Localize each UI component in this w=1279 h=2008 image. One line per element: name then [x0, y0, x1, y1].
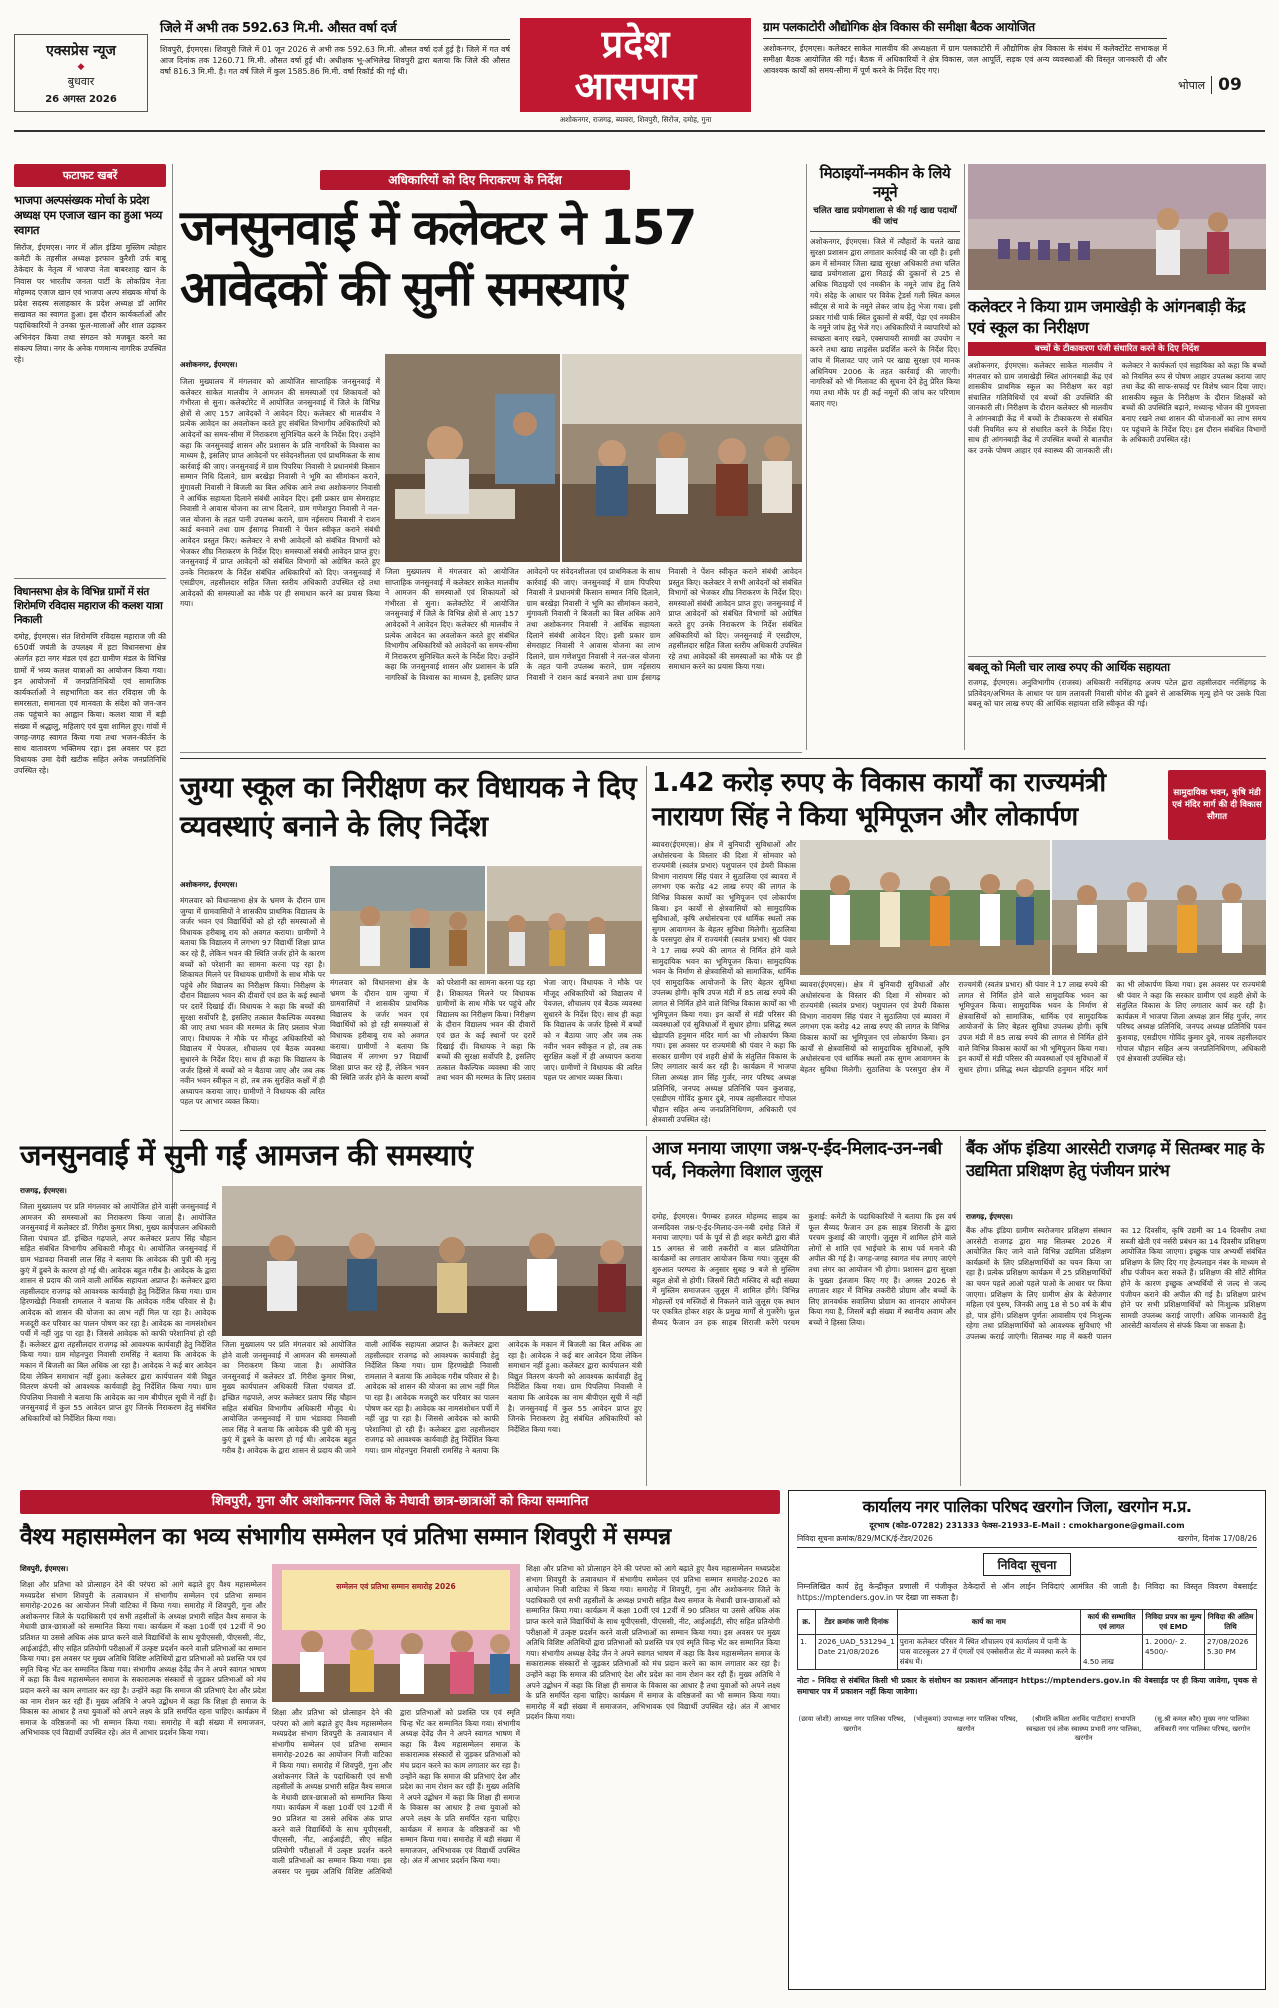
jansunwai2-body-text-1: जिला मुख्यालय पर प्रति मंगलवार को आयोजित होने वाली जनसुनवाई में आमजन की समस्याओं का निराकरण किया जाता है। आयोजित जनसुनवाई में कलेक्टर डॉ. गिरीश कुमार मिश्रा, मुख्य कार्यपालन अधिकारी जिला पंचायत डॉ. इच्छित गढ़पाले, अपर कलेक्टर प्रताप सिंह चौहान सहित संबंधित विभागीय अधिकारी मौजूद थे। आयोजित जनसुनवाई में ग्राम भंडावदा निवासी लाल सिंह ने बताया कि आवेदक की पुत्री की मृत्यु कुएं में डूबने के कारण हो गई थी। आवेदक बहुत गरीब है। आवेदक के द्वारा शासन से प्रदाय की जाने वाली आर्थिक सहायता अप्राप्त है। कलेक्टर द्वारा तहसीलदार राजगढ़ को आवश्यक कार्यवाही हेतु निर्देशित किया गया। ग्राम हिरणखेड़ी निवासी रामलाल ने बताया कि आवेदक गरीब परिवार से है। आवेदक को शासन की योजना का लाभ नहीं मिल पा रहा है। आवेदक मजदूरी कर परिवार का पालन पोषण कर रहा है। आवेदक का नामसंशोधन पर्ची में नहीं जुड़ पा रहा है। जिससे आवेदक को काफी परेशानियां हो रही हैं। कलेक्टर द्वारा तहसीलदार राजगढ़ को आवश्यक कार्यवाही हेतु निर्देशित किया गया। ग्राम मोहनपुरा निवासी रामसिंह ने बताया कि आवेदक के मकान में बिजली का बिल अधिक आ रहा है। आवेदक ने कई बार आवेदन दिया लेकिन समाधान नहीं हुआ। कलेक्टर द्वारा कार्यपालन यंत्री विद्युत वितरण कंपनी को आवश्यक कार्यवाही हेतु निर्देशित किया गया। ग्राम पिपलिया निवासी ने बताया कि आवेदक का नाम बीपीएल सूची में नहीं है। जनसुनवाई में कुल 55 आवेदन प्राप्त हुए जिनके निराकरण हेतु संबंधित अधिकारियों को निर्देशित किया गया।: [20, 1202, 216, 1423]
vaishya-body-text-3: शिक्षा और प्रतिभा को प्रोत्साहन देने की परंपरा को आगे बढ़ाते हुए वैश्य महासम्मेलन मध्यप्रदेश संभाग शिवपुरी के तत्वावधान में संभागीय सम्मेलन एवं प्रतिभा सम्मान समारोह-2026 का आयोजन निजी वाटिका में किया गया। समारोह में शिवपुरी, गुना और अशोकनगर जिले के पदाधिकारी एवं सभी तहसीलों के अध्यक्ष प्रभारी सहित वैश्य समाज के मेधावी छात्र-छात्राओं को सम्मानित किया गया। कार्यक्रम में कक्षा 10वीं एवं 12वीं में 90 प्रतिशत या उससे अधिक अंक प्राप्त करने वाले विद्यार्थियों के साथ यूपीएससी, पीएससी, नीट, आईआईटी, सीए सहित प्रतियोगी परीक्षाओं में उत्कृष्ट प्रदर्शन करने वाली प्रतिभाओं का सम्मान किया गया। इस अवसर पर मुख्य अतिथि विशिष्ट अतिथियों द्वारा प्रतिभाओं को प्रशस्ति पत्र एवं स्मृति चिन्ह भेंट कर सम्मानित किया गया। संभागीय अध्यक्ष देवेंद्र जैन ने अपने स्वागत भाषण में कहा कि वैश्य महासम्मेलन समाज के सकारात्मक संस्कारों से जुड़कर प्रतिभाओं को मंच प्रदान करने का काम लगातार कर रहा है। उन्होंने कहा कि समाज की प्रतिभाएं देश और प्रदेश का नाम रोशन कर रही हैं। मुख्य अतिथि ने अपने उद्बोधन में कहा कि शिक्षा ही समाज के विकास का आधार है तथा युवाओं को अपने लक्ष्य के प्रति समर्पित रहना चाहिए। कार्यक्रम में समाज के वरिष्ठजनों का भी सम्मान किया गया। समारोह में बड़ी संख्या में समाजजन, अभिभावक एवं विद्यार्थी उपस्थित रहे। अंत में आभार प्रदर्शन किया गया।: [526, 1564, 780, 1722]
fatafat-story2-body: दमोह, ईएमएस। संत शिरोमणि रविदास महाराज जी की 650वीं जयंती के उपलक्ष्य में हटा विधानसभा क्षेत्र अंतर्गत हटा नगर मंडल एवं हटा ग्रामीण मंडल के विभिन्न ग्रामों में भव्य कलश यात्राओं का आयोजन किया गया। इन आयोजनों में जनप्रतिनिधियों एवं सामाजिक कार्यकर्ताओं ने सहभागिता कर संत रविदास जी के समरसता, समानता एवं मानवता के संदेश को जन-जन तक पहुंचाने का आह्वान किया। कलश यात्रा में बड़ी संख्या में श्रद्धालु, महिलाएं एवं युवा शामिल हुए। गांवों में जगह-जगह स्वागत किया गया तथा भजन-कीर्तन के साथ वातावरण भक्तिमय रहा। इस अवसर पर हटा विधायक उमा देवी खटीक सहित अनेक जनप्रतिनिधि उपस्थित रहे।: [14, 632, 166, 776]
lead-body-continued: जिला मुख्यालय में मंगलवार को आयोजित साप्ताहिक जनसुनवाई में कलेक्टर साकेत मालवीय ने आमजन की समस्याओं एवं शिकायतों को गंभीरता से सुना। कलेक्टोरेट में आयोजित जनसुनवाई में जिले के विभिन्न क्षेत्रों से आए 157 आवेदकों ने आवेदन दिए। कलेक्टर श्री मालवीय ने प्रत्येक आवेदन का अवलोकन करते हुए संबंधित विभागीय अधिकारियों को आवेदनों का समय-सीमा में निराकरण सुनिश्चित करने के निर्देश दिए। उन्होंने कहा कि जनसुनवाई शासन और प्रशासन के प्रति नागरिकों के विश्वास का माध्यम है, इसलिए प्राप्त आवेदनों पर संवेदनशीलता एवं प्राथमिकता के साथ कार्रवाई की जाए। जनसुनवाई में ग्राम पिपरिया निवासी ने प्रधानमंत्री किसान सम्मान निधि दिलाने, ग्राम बरखेड़ा निवासी ने भूमि का सीमांकन कराने, मुंगावली निवासी ने बिजली का बिल अधिक आने तथा अशोकनगर निवासी ने आर्थिक सहायता दिलाने संबंधी आवेदन दिए। इसी प्रकार ग्राम सेमराहाट निवासी ने आवास योजना का लाभ दिलाने, ग्राम गणेशपुरा निवासी ने नल-जल योजना के तहत पानी उपलब्ध कराने, ग्राम नईसराय निवासी ने राशन कार्ड बनवाने तथा ग्राम ईसागढ़ निवासी ने पेंशन स्वीकृत कराने संबंधी आवेदन प्रस्तुत किए। कलेक्टर ने सभी आवेदनों को संबंधित विभागों को भेजकर शीघ्र निराकरण के निर्देश दिए। समस्याओं संबंधी आवेदन प्राप्त हुए। जनसुनवाई में प्राप्त आवेदनों को संबंधित विभागों को अग्रेषित करते हुए उनके निराकरण के निर्देश संबंधित अधिकारियों को दिए। जनसुनवाई में एसडीएम, तहसीलदार सहित जिला स्तरीय अधिकारी उपस्थित रहे तथा आवेदकों की समस्याओं का मौके पर ही समाधान करने का प्रयास किया गया।: [385, 567, 802, 682]
sweets-headline: मिठाइयों-नमकीन के लिये नमूने: [819, 164, 951, 201]
fatafat-divider: [14, 578, 166, 579]
school-headline: जुग्या स्कूल का निरीक्षण कर विधायक ने दिए व्यवस्थाएं बनाने के लिए निर्देश: [180, 770, 637, 843]
anganwadi-photo: [968, 164, 1266, 290]
tender-table: [797, 1609, 1257, 1670]
col-rule-mid: [806, 164, 807, 750]
fatafat-label: [14, 164, 166, 187]
tender-sign-2: (भोलूकमां) उपाध्यक्ष नगर पालिका परिषद, खरगोन: [913, 1715, 1018, 1733]
sweets-sub: चलित खाद्य प्रयोगशाला से की गई खाद्य पदार्थों की जांच: [810, 206, 960, 232]
row1-rule: [180, 758, 1266, 759]
minister-body-right: [800, 980, 1266, 1126]
col-rule-julus: [646, 1136, 647, 1486]
table-row: [798, 1635, 1257, 1670]
jansunwai2-headline: जनसुनवाई में सुनी गईं आमजन की समस्याएं: [20, 1138, 473, 1172]
tender-contact: दूरभाष (कोड-07282) 231333 फेक्स-21933-E-Mail : cmokhargone@gmail.com: [869, 1521, 1185, 1530]
tender-ad: [788, 1490, 1266, 1990]
folio-divider: [1211, 76, 1212, 94]
lead-headline: जनसुनवाई में कलेक्टर ने 157 आवेदकों की सुनीं समस्याएं: [180, 200, 696, 317]
industry-headline: ग्राम पलकाटोरी औद्योगिक क्षेत्र विकास की समीक्षा बैठक आयोजित: [763, 18, 1167, 39]
col-rule-bank: [960, 1136, 961, 1486]
industry-body: अशोकनगर, ईएमएस। कलेक्टर साकेत मालवीय की अध्यक्षता में ग्राम पलकाटोरी में औद्योगिक क्षेत्र विकास के संबंध में कलेक्टोरेट सभाकक्ष में समीक्षा बैठक आयोजित की गई। बैठक में अधिकारियों ने क्षेत्र विकास, जल आपूर्ति, सड़क एवं अन्य व्यवस्थाओं की विस्तृत जानकारी दी और आवश्यक कार्यों को समय-सीमा में पूर्ण करने के निर्देश दिए गए।: [763, 44, 1167, 75]
lead-photo-2-svg: [562, 354, 802, 562]
paper-name: एक्सप्रेस न्यूज: [46, 43, 116, 59]
vaishya-headline: वैश्य महासम्मेलन का भव्य संभागीय सम्मेलन एवं प्रतिभा सम्मान शिवपुरी में सम्पन्न: [20, 1524, 671, 1550]
anganwadi-story: [968, 296, 1266, 656]
lead-photo-2: [562, 354, 802, 562]
vaishya-band-text: शिवपुरी, गुना और अशोकनगर जिले के मेधावी छात्र-छात्राओं को किया सम्मानित: [211, 1494, 589, 1509]
aid-headline: बबलू को मिली चार लाख रुपए की आर्थिक सहायता: [968, 660, 1170, 674]
vaishya-photo: [272, 1564, 520, 1702]
minister-photo-1-svg: [800, 840, 1050, 975]
tender-th: कार्य की सम्भावित एवं लागत: [1081, 1610, 1143, 1635]
city-label: भोपाल: [1178, 78, 1206, 92]
julus-body: दमोह, ईएमएस। पैगम्बर हजरत मोहम्मद साहब का जन्मदिवस जश्न-ए-ईद-मिलाद-उन-नबी दमोह जिले में मनाया जाएगा। पर्व के पूर्व से ही शहर कमेटी द्वारा बीते 15 अगस्त से जारी तकरीरों व बाल प्रतियोगिता कार्यक्रमों का लगातार आयोजन किया गया। जुलूस की शुरुआत परम्परा के अनुसार सुबह 9 बजे से मुस्लिम बहुल क्षेत्रों से होगी। जिसमें सिटी मस्जिद से बड़ी संख्या में मुस्लिम समाजजन जुलूस में शामिल होंगे। विभिन्न मोहल्लों एवं मस्जिदों से निकलने वाले जुलूस एक स्थान पर एकत्रित होकर शहर के प्रमुख मार्गों से गुजरेंगे। फूल सैय्यद फैजान उन हक साहब शिराजी करेंगे परचम कुशाई: कमेटी के पदाधिकारियों ने बताया कि इस वर्ष फूल सैय्यद फैजान उन हक साहब शिराजी के द्वारा परचम कुशाई की जाएगी। जुलूस में शामिल होने वाले लोगों से शांति एवं भाईचारे के साथ पर्व मनाने की अपील की गई है। जगह-जगह स्वागत मंच लगाए जाएंगे तथा लंगर का आयोजन भी होगा। प्रशासन द्वारा सुरक्षा के पुख्ता इंतजाम किए गए हैं। अगस्त 2026 से लगातार शहर में विभिन्न तकरीरी प्रोग्राम और बच्चों के लिए ज्ञानवर्धक सवालिया प्रोग्राम का शानदार आयोजन किया गया है, जिसमें बड़ी संख्या में स्थानीय अवाम और बच्चों ने हिस्सा लिया।: [652, 1212, 956, 1327]
tender-office: कार्यालय नगर पालिका परिषद खरगोन जिला, खरगोन म.प्र.: [862, 1497, 1192, 1516]
minister-body-text-1: ब्यावरा(ईएमएस)। क्षेत्र में बुनियादी सुविधाओं और अधोसंरचना के विस्तार की दिशा में सोमवार को राज्यमंत्री (स्वतंत्र प्रभार) पशुपालन एवं डेयरी विकास विभाग नारायण सिंह पंवार ने सुठालिया एवं ब्यावरा में लगभग एक करोड़ 42 लाख रुपए की लागत के विभिन्न विकास कार्यों का भूमिपूजन एवं लोकार्पण किया। इन कार्यों से क्षेत्रवासियों को सामुदायिक सुविधाओं, कृषि अधोसंरचना एवं धार्मिक स्थलों तक सुगम आवागमन के बेहतर सुविधा मिलेगी। सुठालिया के परसपुरा क्षेत्र में राज्यमंत्री (स्वतंत्र प्रभार) श्री पंवार ने 17 लाख रुपये की लागत से निर्मित होने वाले सामुदायिक भवन का भूमिपूजन किया। सामुदायिक भवन के निर्माण से क्षेत्रवासियों को सामाजिक, धार्मिक एवं सामुदायिक आयोजनों के लिए बेहतर सुविधा उपलब्ध होगी। कृषि उपज मंडी में 85 लाख रुपये की लागत से निर्मित होने वाले विभिन्न विकास कार्यों का भी भूमिपूजन किया गया। इन कार्यों से मंडी परिसर की व्यवस्थाओं एवं सुविधाओं में सुधार होगा। प्रसिद्ध स्थल खेड़ापति हनुमान मंदिर मार्ग का भी लोकार्पण किया गया। इस अवसर पर राज्यमंत्री श्री पंवार ने कहा कि सरकार ग्रामीण एवं शहरी क्षेत्रों के संतुलित विकास के लिए लगातार कार्य कर रही है। कार्यक्रम में भाजपा जिला अध्यक्ष ज्ञान सिंह गुर्जर, नगर परिषद अध्यक्ष प्रतिनिधि, जनपद अध्यक्ष प्रतिनिधि पवन कुशवाह, एसडीएम गोविंद कुमार दुबे, नायब तहसीलदार गोपाल चौहान सहित अन्य जनप्रतिनिधिगण, अधिकारी एवं क्षेत्रवासी उपस्थित रहे।: [652, 840, 796, 1125]
page-folio: [1178, 74, 1270, 96]
jansunwai2-photo: [222, 1186, 642, 1336]
vaishya-band: [20, 1490, 780, 1514]
tender-td: पुराना कलेक्टर परिसर में स्थित शौचालय एवं कार्यालय में पानी के पास वाटरकूलर 27 में एंगलों एवं एक्सेसरीज सेट में व्यवस्था करने के संबंध में।: [897, 1635, 1080, 1670]
minister-headline: 1.42 करोड़ रुपए के विकास कार्यों का राज्यमंत्री नारायण सिंह ने किया भूमिपूजन और लोकार्पण: [652, 768, 1106, 832]
tender-th: कार्य का नाम: [897, 1610, 1080, 1635]
districts-line: अशोकनगर, राजगढ़, ब्यावरा, शिवपुरी, सिरोंज, दमोह, गुना: [559, 115, 712, 124]
jansunwai2-byline: राजगढ़, ईएमएस।: [20, 1186, 67, 1195]
minister-photo-2-svg: [1052, 840, 1266, 975]
fatafat-story2-headline: विधानसभा क्षेत्र के विभिन्न ग्रामों में संत शिरोमणि रविदास महाराज की कलश यात्रा निकाली: [14, 586, 163, 626]
sweets-story: [810, 164, 960, 754]
masthead-rule: [14, 130, 1265, 132]
vaishya-body-mid: [272, 1708, 520, 1990]
jansunwai2-photo-svg: [222, 1186, 642, 1336]
school-body-cont: [330, 978, 642, 1126]
lead-body-left: जिला मुख्यालय में मंगलवार को आयोजित साप्ताहिक जनसुनवाई में कलेक्टर साकेत मालवीय ने आमजन की समस्याओं एवं शिकायतों को गंभीरता से सुना। कलेक्टोरेट में आयोजित जनसुनवाई में जिले के विभिन्न क्षेत्रों से आए 157 आवेदकों ने आवेदन दिए। कलेक्टर श्री मालवीय ने प्रत्येक आवेदन का अवलोकन करते हुए संबंधित विभागीय अधिकारियों को आवेदनों का समय-सीमा में निराकरण सुनिश्चित करने के निर्देश दिए। उन्होंने कहा कि जनसुनवाई शासन और प्रशासन के प्रति नागरिकों के विश्वास का माध्यम है, इसलिए प्राप्त आवेदनों पर संवेदनशीलता एवं प्राथमिकता के साथ कार्रवाई की जाए। जनसुनवाई में ग्राम पिपरिया निवासी ने प्रधानमंत्री किसान सम्मान निधि दिलाने, ग्राम बरखेड़ा निवासी ने भूमि का सीमांकन कराने, मुंगावली निवासी ने बिजली का बिल अधिक आने तथा अशोकनगर निवासी ने आर्थिक सहायता दिलाने संबंधी आवेदन दिए। इसी प्रकार ग्राम सेमराहाट निवासी ने आवास योजना का लाभ दिलाने, ग्राम गणेशपुरा निवासी ने नल-जल योजना के तहत पानी उपलब्ध कराने, ग्राम नईसराय निवासी ने राशन कार्ड बनवाने तथा ग्राम ईसागढ़ निवासी ने पेंशन स्वीकृत कराने संबंधी आवेदन प्रस्तुत किए। कलेक्टर ने सभी आवेदनों को संबंधित विभागों को भेजकर शीघ्र निराकरण के निर्देश दिए। समस्याओं संबंधी आवेदन प्राप्त हुए। जनसुनवाई में प्राप्त आवेदनों को संबंधित विभागों को अग्रेषित करते हुए उनके निराकरण के निर्देश संबंधित अधिकारियों को दिए। जनसुनवाई में एसडीएम, तहसीलदार सहित जिला स्तरीय अधिकारी उपस्थित रहे तथा आवेदकों की समस्याओं का मौके पर ही समाधान करने का प्रयास किया गया।: [180, 377, 380, 609]
industry-story: [763, 18, 1167, 123]
tender-th: टेंडर क्रमांक जारी दिनांक: [816, 1610, 898, 1635]
tender-sign-4: (सु.श्री कमल कौर) मुख्य नगर पालिका अधिकारी नगर पालिका परिषद, खरगोन: [1153, 1715, 1251, 1733]
tender-table-header: [798, 1610, 1257, 1635]
minister-body-text-2: ब्यावरा(ईएमएस)। क्षेत्र में बुनियादी सुविधाओं और अधोसंरचना के विस्तार की दिशा में सोमवार को राज्यमंत्री (स्वतंत्र प्रभार) पशुपालन एवं डेयरी विकास विभाग नारायण सिंह पंवार ने सुठालिया एवं ब्यावरा में लगभग एक करोड़ 42 लाख रुपए की लागत के विभिन्न विकास कार्यों का भूमिपूजन एवं लोकार्पण किया। इन कार्यों से क्षेत्रवासियों को सामुदायिक सुविधाओं, कृषि अधोसंरचना एवं धार्मिक स्थलों तक सुगम आवागमन के बेहतर सुविधा मिलेगी। सुठालिया के परसपुरा क्षेत्र में राज्यमंत्री (स्वतंत्र प्रभार) श्री पंवार ने 17 लाख रुपये की लागत से निर्मित होने वाले सामुदायिक भवन का भूमिपूजन किया। सामुदायिक भवन के निर्माण से क्षेत्रवासियों को सामाजिक, धार्मिक एवं सामुदायिक आयोजनों के लिए बेहतर सुविधा उपलब्ध होगी। कृषि उपज मंडी में 85 लाख रुपये की लागत से निर्मित होने वाले विभिन्न विकास कार्यों का भी भूमिपूजन किया गया। इन कार्यों से मंडी परिसर की व्यवस्थाओं एवं सुविधाओं में सुधार होगा। प्रसिद्ध स्थल खेड़ापति हनुमान मंदिर मार्ग का भी लोकार्पण किया गया। इस अवसर पर राज्यमंत्री श्री पंवार ने कहा कि सरकार ग्रामीण एवं शहरी क्षेत्रों के संतुलित विकास के लिए लगातार कार्य कर रही है। कार्यक्रम में भाजपा जिला अध्यक्ष ज्ञान सिंह गुर्जर, नगर परिषद अध्यक्ष प्रतिनिधि, जनपद अध्यक्ष प्रतिनिधि पवन कुशवाह, एसडीएम गोविंद कुमार दुबे, नायब तहसीलदार गोपाल चौहान सहित अन्य जनप्रतिनिधिगण, अधिकारी एवं क्षेत्रवासी उपस्थित रहे।: [800, 980, 1266, 1074]
minister-side-text: सामुदायिक भवन, कृषि मंडी एवं मंदिर मार्ग की दी विकास सौगात: [1172, 788, 1262, 822]
col-rule-sweets: [964, 164, 965, 750]
school-photo-1: [330, 866, 485, 974]
lead-kicker: [320, 170, 630, 192]
col-rule-left: [172, 164, 173, 1234]
page-number: 09: [1218, 75, 1242, 95]
anganwadi-photo-svg: [968, 164, 1266, 290]
vaishya-body-text-2: शिक्षा और प्रतिभा को प्रोत्साहन देने की परंपरा को आगे बढ़ाते हुए वैश्य महासम्मेलन मध्यप्रदेश संभाग शिवपुरी के तत्वावधान में संभागीय सम्मेलन एवं प्रतिभा सम्मान समारोह-2026 का आयोजन निजी वाटिका में किया गया। समारोह में शिवपुरी, गुना और अशोकनगर जिले के पदाधिकारी एवं सभी तहसीलों के अध्यक्ष प्रभारी सहित वैश्य समाज के मेधावी छात्र-छात्राओं को सम्मानित किया गया। कार्यक्रम में कक्षा 10वीं एवं 12वीं में 90 प्रतिशत या उससे अधिक अंक प्राप्त करने वाले विद्यार्थियों के साथ यूपीएससी, पीएससी, नीट, आईआईटी, सीए सहित प्रतियोगी परीक्षाओं में उत्कृष्ट प्रदर्शन करने वाली प्रतिभाओं का सम्मान किया गया। इस अवसर पर मुख्य अतिथि विशिष्ट अतिथियों द्वारा प्रतिभाओं को प्रशस्ति पत्र एवं स्मृति चिन्ह भेंट कर सम्मानित किया गया। संभागीय अध्यक्ष देवेंद्र जैन ने अपने स्वागत भाषण में कहा कि वैश्य महासम्मेलन समाज के सकारात्मक संस्कारों से जुड़कर प्रतिभाओं को मंच प्रदान करने का काम लगातार कर रहा है। उन्होंने कहा कि समाज की प्रतिभाएं देश और प्रदेश का नाम रोशन कर रही हैं। मुख्य अतिथि ने अपने उद्बोधन में कहा कि शिक्षा ही समाज के विकास का आधार है तथा युवाओं को अपने लक्ष्य के प्रति समर्पित रहना चाहिए। कार्यक्रम में समाज के वरिष्ठजनों का भी सम्मान किया गया। समारोह में बड़ी संख्या में समाजजन, अभिभावक एवं विद्यार्थी उपस्थित रहे। अंत में आभार प्रदर्शन किया गया।: [272, 1708, 520, 1876]
lead-photo-1-svg: [385, 354, 560, 562]
bank-headline: बैंक ऑफ इंडिया आरसेटी राजगढ़ में सितम्बर माह के उद्यमिता प्रशिक्षण हेतु पंजीयन प्रारंभ: [966, 1139, 1264, 1180]
issue-date: 26 अगस्त 2026: [45, 94, 117, 105]
fatafat-label-text: फटाफट खबरें: [62, 169, 118, 182]
vaishya-body-right: [526, 1564, 780, 1990]
tender-sign-1: (छाया जोशी) आध्यक्ष नगर पालिका परिषद, खरगोन: [798, 1715, 906, 1733]
anganwadi-rule: [968, 656, 1266, 657]
ornament-icon: ◆: [77, 62, 85, 72]
minister-body-left: [652, 840, 796, 1126]
lead-photo-1: [385, 354, 560, 562]
tender-th: निविदा प्रपत्र का मूल्य एवं EMD: [1143, 1610, 1205, 1635]
tender-ref-date: खरगोन, दिनांक 17/08/26: [1177, 1534, 1257, 1543]
school-photo-2-svg: [487, 866, 642, 974]
tender-note: नोटः - निविदा से संबंधित किसी भी प्रकार के संशोधन का प्रकाशन ऑनलाइन https://mptenders.gov.in की वेबसाईड पर ही किया जावेगा, पृथक से समाचार पत्र में प्रकाशन नहीं किया जावेगा।: [797, 1676, 1257, 1696]
tender-td: 1.: [798, 1635, 816, 1670]
fatafat-story1-body: सिरोंज, ईएमएस। नगर में ऑल इंडिया मुस्लिम त्योहार कमेटी के तहसील अध्यक्ष इरफान कुरैशी उर्फ बाबू ठेकेदार के नेतृत्व में भाजपा नेता बाबरशाह खान के निवास पर भारतीय जनता पार्टी के लोकप्रिय नेता मोहम्मद एजाज खान एवं भाजपा अल्प संख्यक मोर्चा के प्रदेश सदस्य सलाहकार के प्रदेश अध्यक्ष डॉ आमिर सखावत का स्वागत हुआ। इस दौरान कार्यकर्ताओं और पदाधिकारियों ने उनका फूल-मालाओं और शाल उढ़ाकर अभिनंदन किया तथा संगठन को मजबूत करने का संकल्प लिया। नगर के अनेक गणमान्य नागरिक उपस्थित रहे।: [14, 243, 166, 365]
jansunwai2-body-right: [222, 1340, 642, 1480]
lead-byline: अशोकनगर, ईएमएस।: [180, 360, 238, 369]
rain-story: [160, 18, 510, 123]
school-body-text-1: मंगलवार को विधानसभा क्षेत्र के भ्रमण के दौरान ग्राम जुग्या में ग्रामवासियों ने शासकीय प्राथमिक विद्यालय के जर्जर भवन एवं विद्यार्थियों को हो रही समस्याओं से विधायक हरीबाबू राय को अवगत कराया। ग्रामीणों ने बताया कि विद्यालय में लगभग 97 विद्यार्थी शिक्षा प्राप्त कर रहे हैं, लेकिन भवन की स्थिति जर्जर होने के कारण बच्चों को परेशानी का सामना करना पड़ रहा है। शिकायत मिलने पर विधायक ग्रामीणों के साथ मौके पर पहुंचे और विद्यालय का निरीक्षण किया। निरीक्षण के दौरान विद्यालय भवन की दीवारों एवं छत के कई स्थानों पर दरारें दिखाई दीं। विधायक ने कहा कि बच्चों की सुरक्षा सर्वोपरि है, इसलिए तत्काल वैकल्पिक व्यवस्था की जाए तथा भवन की मरम्मत के लिए प्रस्ताव भेजा जाए। विधायक ने मौके पर मौजूद अधिकारियों को विद्यालय में पेयजल, शौचालय एवं बैठक व्यवस्था सुधारने के निर्देश दिए। साथ ही कहा कि विद्यालय के जर्जर हिस्से में बच्चों को न बैठाया जाए और जब तक नवीन भवन स्वीकृत न हो, तब तक सुरक्षित कक्षों में ही अध्यापन कराया जाए। ग्रामीणों ने विधायक की त्वरित पहल पर आभार व्यक्त किया।: [180, 896, 325, 1107]
tender-th: क्र.: [798, 1610, 816, 1635]
masthead-paper-box: [14, 34, 148, 112]
lead-body-right: [385, 567, 802, 747]
anganwadi-headline: कलेक्टर ने किया ग्राम जमाखेड़ी के आंगनबाड़ी केंद्र एवं स्कूल का निरीक्षण: [968, 297, 1246, 337]
school-byline: अशोकनगर, ईएमएस।: [180, 880, 238, 889]
tender-td: 2026_UAD_531294_1 Date 21/08/2026: [816, 1635, 898, 1670]
sweets-body: अशोकनगर, ईएमएस। जिले में त्यौहारों के चलते खाद्य सुरक्षा प्रशासन द्वारा लगातार कार्रवाई की जा रही है। इसी क्रम में सोमवार जिला खाद्य सुरक्षा अधिकारी तथा चलित खाद्य प्रयोगशाला द्वारा मिठाई की दुकानों से 25 से अधिक मिठाइयों एवं नमकीन के नमूने जांच हेतु लिये गये। संदेह के आधार पर विवेक ट्रेडर्स गली स्थित कमल स्वीट्स से मावे के नमूने लेकर जांच हेतु भेजा गया। इसी प्रकार गांधी पार्क स्थित दुकानों से बर्फी, पेड़ा एवं नमकीन के नमूने जांच हेतु भेजे गए। अधिकारियों ने व्यापारियों को स्वच्छता बनाए रखने, एक्सपायरी सामग्री का उपयोग न करने तथा खाद्य लाइसेंस प्रदर्शित करने के निर्देश दिए। जांच में मिलावट पाए जाने पर खाद्य सुरक्षा एवं मानक अधिनियम 2006 के तहत कार्रवाई की जाएगी। नागरिकों को भी मिलावट की सूचना देने हेतु प्रेरित किया गया तथा मौके पर ही कई नमूनों की जांच कर परिणाम बताए गए।: [810, 237, 960, 408]
tender-td: 1. 2000/- 2. 4500/-: [1143, 1635, 1205, 1670]
minister-side-band: [1168, 770, 1266, 840]
section-title-2: आसपास: [574, 64, 697, 108]
school-photo-1-svg: [330, 866, 485, 974]
fatafat-story1-headline: भाजपा अल्पसंख्यक मोर्चा के प्रदेश अध्यक्ष एम एजाज खान का हुआ भव्य स्वागत: [14, 193, 162, 237]
tender-sign-3: (श्रीमति कविता अरविंद पाटीदार) सभापति स्वच्छता एवं लोक स्वास्थ्य प्रभारी नगर पालिका, खरगोन: [1026, 1715, 1142, 1742]
weekday: बुधवार: [67, 75, 95, 88]
school-body-text-2: मंगलवार को विधानसभा क्षेत्र के भ्रमण के दौरान ग्राम जुग्या में ग्रामवासियों ने शासकीय प्राथमिक विद्यालय के जर्जर भवन एवं विद्यार्थियों को हो रही समस्याओं से विधायक हरीबाबू राय को अवगत कराया। ग्रामीणों ने बताया कि विद्यालय में लगभग 97 विद्यार्थी शिक्षा प्राप्त कर रहे हैं, लेकिन भवन की स्थिति जर्जर होने के कारण बच्चों को परेशानी का सामना करना पड़ रहा है। शिकायत मिलने पर विधायक ग्रामीणों के साथ मौके पर पहुंचे और विद्यालय का निरीक्षण किया। निरीक्षण के दौरान विद्यालय भवन की दीवारों एवं छत के कई स्थानों पर दरारें दिखाई दीं। विधायक ने कहा कि बच्चों की सुरक्षा सर्वोपरि है, इसलिए तत्काल वैकल्पिक व्यवस्था की जाए तथा भवन की मरम्मत के लिए प्रस्ताव भेजा जाए। विधायक ने मौके पर मौजूद अधिकारियों को विद्यालय में पेयजल, शौचालय एवं बैठक व्यवस्था सुधारने के निर्देश दिए। साथ ही कहा कि विद्यालय के जर्जर हिस्से में बच्चों को न बैठाया जाए और जब तक नवीन भवन स्वीकृत न हो, तब तक सुरक्षित कक्षों में ही अध्यापन कराया जाए। ग्रामीणों ने विधायक की त्वरित पहल पर आभार व्यक्त किया।: [330, 978, 642, 1083]
jansunwai2-body-text-2: जिला मुख्यालय पर प्रति मंगलवार को आयोजित होने वाली जनसुनवाई में आमजन की समस्याओं का निराकरण किया जाता है। आयोजित जनसुनवाई में कलेक्टर डॉ. गिरीश कुमार मिश्रा, मुख्य कार्यपालन अधिकारी जिला पंचायत डॉ. इच्छित गढ़पाले, अपर कलेक्टर प्रताप सिंह चौहान सहित संबंधित विभागीय अधिकारी मौजूद थे। आयोजित जनसुनवाई में ग्राम भंडावदा निवासी लाल सिंह ने बताया कि आवेदक की पुत्री की मृत्यु कुएं में डूबने के कारण हो गई थी। आवेदक बहुत गरीब है। आवेदक के द्वारा शासन से प्रदाय की जाने वाली आर्थिक सहायता अप्राप्त है। कलेक्टर द्वारा तहसीलदार राजगढ़ को आवश्यक कार्यवाही हेतु निर्देशित किया गया। ग्राम हिरणखेड़ी निवासी रामलाल ने बताया कि आवेदक गरीब परिवार से है। आवेदक को शासन की योजना का लाभ नहीं मिल पा रहा है। आवेदक मजदूरी कर परिवार का पालन पोषण कर रहा है। आवेदक का नामसंशोधन पर्ची में नहीं जुड़ पा रहा है। जिससे आवेदक को काफी परेशानियां हो रही हैं। कलेक्टर द्वारा तहसीलदार राजगढ़ को आवश्यक कार्यवाही हेतु निर्देशित किया गया। ग्राम मोहनपुरा निवासी रामसिंह ने बताया कि आवेदक के मकान में बिजली का बिल अधिक आ रहा है। आवेदक ने कई बार आवेदन दिया लेकिन समाधान नहीं हुआ। कलेक्टर द्वारा कार्यपालन यंत्री विद्युत वितरण कंपनी को आवश्यक कार्यवाही हेतु निर्देशित किया गया। ग्राम पिपलिया निवासी ने बताया कि आवेदक का नाम बीपीएल सूची में नहीं है। जनसुनवाई में कुल 55 आवेदन प्राप्त हुए जिनके निराकरण हेतु संबंधित अधिकारियों को निर्देशित किया गया।: [222, 1340, 642, 1455]
tender-th: निविदा की अंतिम तिथि: [1205, 1610, 1257, 1635]
vaishya-byline: शिवपुरी, ईएमएस।: [20, 1564, 69, 1573]
section-flag-box: [520, 18, 751, 112]
tender-signatures: [797, 1715, 1257, 1744]
tender-title-wrap: [797, 1553, 1257, 1576]
bank-body: बैंक ऑफ इंडिया ग्रामीण स्वरोजगार प्रशिक्षण संस्थान आरसेटी राजगढ़ द्वारा माह सितम्बर 2026 में आयोजित किए जाने वाले विभिन्न उद्यमिता प्रशिक्षण कार्यक्रमों के लिए प्रशिक्षणार्थियों का चयन किया जा रहा है। प्रत्येक प्रशिक्षण कार्यक्रम में 25 प्रशिक्षणार्थियों का चयन पहले आओ पहले पाओ के आधार पर किया जाएगा। प्रशिक्षण के लिए ग्रामीण क्षेत्र के बेरोजगार महिला एवं पुरुष, जिनकी आयु 18 से 50 वर्ष के बीच हो, पात्र होंगे। प्रशिक्षण पूर्णतः आवासीय एवं निःशुल्क रहेगा तथा प्रशिक्षणार्थियों को आवश्यक सुविधाएं भी उपलब्ध कराई जाएंगी। सितम्बर माह में बकरी पालन का 12 दिवसीय, कृषि उद्यमी का 14 दिवसीय तथा सब्जी खेती एवं नर्सरी प्रबंधन का 14 दिवसीय प्रशिक्षण आयोजित किया जाएगा। इच्छुक पात्र अभ्यर्थी संबंधित प्रशिक्षण के लिए दिए गए हेल्पलाइन नंबर के माध्यम से शीघ्र पंजीयन करा सकते हैं। प्रशिक्षण की सीटें सीमित होने के कारण इच्छुक अभ्यर्थियों से जल्द से जल्द पंजीयन कराने की अपील की गई है। प्रशिक्षण प्रारंभ होने पर सभी प्रशिक्षणार्थियों को निःशुल्क प्रशिक्षण सामग्री उपलब्ध कराई जाएगी। अधिक जानकारी हेतु आरसेटी कार्यालय से संपर्क किया जा सकता है।: [966, 1226, 1266, 1341]
tender-ref-row: [797, 1534, 1257, 1548]
jansunwai2-body-left: [20, 1202, 216, 1423]
vaishya-photo-banner: सम्मेलन एवं प्रतिभा सम्मान समारोह 2026: [336, 1582, 456, 1591]
tender-intro: निम्नलिखित कार्य हेतु केन्द्रीकृत प्रणाली में पंजीकृत ठेकेदारों से ऑन लाईन निविदाएं आमंत्रित की जाती है। निविदा का विस्तृत विवरण वेबसाईट https://mptenders.gov.in पर देखा जा सकता है।: [797, 1582, 1257, 1602]
lead-kicker-band: अधिकारियों को दिए निराकरण के निर्देश: [320, 170, 630, 190]
anganwadi-sub: बच्चों के टीकाकरण पंजी संधारित करने के दिए निर्देश: [968, 342, 1266, 356]
anganwadi-body: अशोकनगर, ईएमएस। कलेक्टर साकेत मालवीय ने मंगलवार को ग्राम जमाखेड़ी स्थित आंगनबाड़ी केंद्र एवं शासकीय प्राथमिक स्कूल का निरीक्षण कर वहां संचालित गतिविधियों एवं बच्चों की उपस्थिति की जानकारी ली। निरीक्षण के दौरान कलेक्टर श्री मालवीय ने आंगनबाड़ी केंद्र में बच्चों के टीकाकरण से संबंधित पंजी नियमित रूप से संधारित करने के निर्देश दिए। साथ ही आंगनबाड़ी केंद्र में उपस्थित बच्चों से बातचीत कर उनके पोषण आहार एवं स्वास्थ्य की जानकारी ली। कलेक्टर ने कार्यकर्ता एवं सहायिका को कहा कि बच्चों को नियमित रूप से पोषण आहार उपलब्ध कराया जाए तथा केंद्र की साफ-सफाई पर विशेष ध्यान दिया जाए। शासकीय स्कूल के निरीक्षण के दौरान शिक्षकों को बच्चों की उपस्थिति बढ़ाने, मध्यान्ह भोजन की गुणवत्ता बनाए रखने तथा शासन की योजनाओं का लाभ समय पर पहुंचाने के निर्देश दिए। इस दौरान संबंधित विभागों के अधिकारी उपस्थित रहे।: [968, 361, 1266, 455]
lead-bottom-rule: [180, 752, 802, 753]
tender-title: निविदा सूचना: [983, 1553, 1072, 1576]
rain-headline: जिले में अभी तक 592.63 मि.मी. औसत वर्षा दर्ज: [160, 18, 510, 40]
tender-td: 4.50 लाख: [1081, 1635, 1143, 1670]
col-rule-school: [646, 766, 647, 1126]
julus-headline: आज मनाया जाएगा जश्न-ए-ईद-मिलाद-उन-नबी पर्व, निकलेगा विशाल जुलूस: [652, 1139, 942, 1182]
section-title-1: प्रदेश: [601, 22, 670, 66]
tender-td: 27/08/2026 5.30 PM: [1205, 1635, 1257, 1670]
rain-body: शिवपुरी, ईएमएस। शिवपुरी जिले में 01 जून 2026 से अभी तक 592.63 मि.मी. औसत वर्षा दर्ज हुई है। जिले में गत वर्ष आज दिनांक तक 1260.71 मि.मी. औसत वर्षा हुई थी। अधीक्षक भू-अभिलेख शिवपुरी द्वारा बताया कि जिले की औसत वर्षा 816.3 मि.मी. है। गत वर्ष जिले में कुल 1585.86 मि.मी. वर्षा रिकॉर्ड की गई थी।: [160, 45, 510, 76]
aid-body: राजगढ़, ईएमएस। अनुविभागीय (राजस्व) अधिकारी नरसिंहगढ़ अजय पटेल द्वारा तहसीलदार नरसिंहगढ़ के प्रतिवेदन/अभिमत के आधार पर ग्राम तलावली निवासी योगेश की डूबने से आकस्मिक मृत्यु होने पर उसके पिता बबलू को चार लाख रुपए की आर्थिक सहायता राशि स्वीकृत की गई।: [968, 678, 1266, 709]
school-body: [180, 896, 325, 1126]
minister-photo-2: [1052, 840, 1266, 975]
tender-ref: निविदा सूचना क्रमांक/829/MCK/ई-टेंडर/2026: [797, 1534, 933, 1543]
bank-byline: राजगढ़, ईएमएस।: [966, 1212, 1013, 1221]
aid-story: [968, 660, 1266, 754]
vaishya-body-text-1: शिक्षा और प्रतिभा को प्रोत्साहन देने की परंपरा को आगे बढ़ाते हुए वैश्य महासम्मेलन मध्यप्रदेश संभाग शिवपुरी के तत्वावधान में संभागीय सम्मेलन एवं प्रतिभा सम्मान समारोह-2026 का आयोजन निजी वाटिका में किया गया। समारोह में शिवपुरी, गुना और अशोकनगर जिले के पदाधिकारी एवं सभी तहसीलों के अध्यक्ष प्रभारी सहित वैश्य समाज के मेधावी छात्र-छात्राओं को सम्मानित किया गया। कार्यक्रम में कक्षा 10वीं एवं 12वीं में 90 प्रतिशत या उससे अधिक अंक प्राप्त करने वाले विद्यार्थियों के साथ यूपीएससी, पीएससी, नीट, आईआईटी, सीए सहित प्रतियोगी परीक्षाओं में उत्कृष्ट प्रदर्शन करने वाली प्रतिभाओं का सम्मान किया गया। इस अवसर पर मुख्य अतिथि विशिष्ट अतिथियों द्वारा प्रतिभाओं को प्रशस्ति पत्र एवं स्मृति चिन्ह भेंट कर सम्मानित किया गया। संभागीय अध्यक्ष देवेंद्र जैन ने अपने स्वागत भाषण में कहा कि वैश्य महासम्मेलन समाज के सकारात्मक संस्कारों से जुड़कर प्रतिभाओं को मंच प्रदान करने का काम लगातार कर रहा है। उन्होंने कहा कि समाज की प्रतिभाएं देश और प्रदेश का नाम रोशन कर रही हैं। मुख्य अतिथि ने अपने उद्बोधन में कहा कि शिक्षा ही समाज के विकास का आधार है तथा युवाओं को अपने लक्ष्य के प्रति समर्पित रहना चाहिए। कार्यक्रम में समाज के वरिष्ठजनों का भी सम्मान किया गया। समारोह में बड़ी संख्या में समाजजन, अभिभावक एवं विद्यार्थी उपस्थित रहे। अंत में आभार प्रदर्शन किया गया।: [20, 1580, 266, 1738]
row2-rule: [180, 1130, 1266, 1131]
minister-photo-1: [800, 840, 1050, 975]
vaishya-body-left: [20, 1580, 266, 1990]
section-flag: [520, 18, 751, 126]
fatafat-column: [14, 164, 166, 1237]
school-photo-2: [487, 866, 642, 974]
